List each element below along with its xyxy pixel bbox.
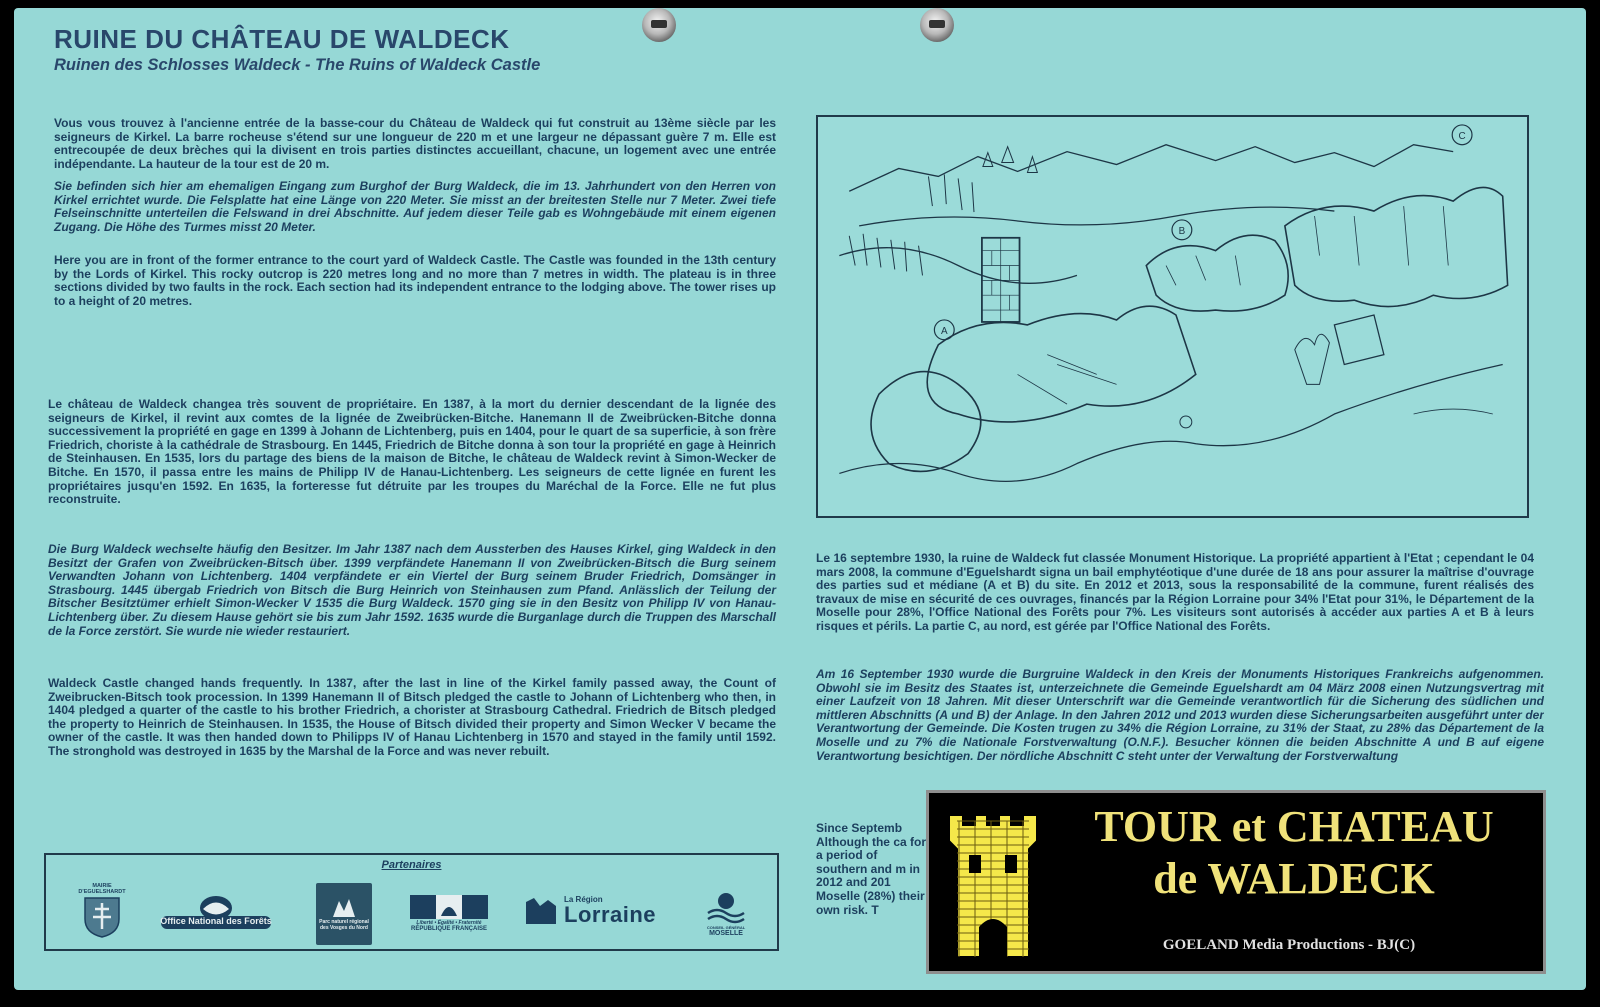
marianne-icon: [409, 894, 489, 920]
credit-text: GOELAND Media Productions - BJ(C): [1162, 937, 1416, 953]
partners-title: Partenaires: [381, 859, 442, 871]
logo-onf: Office National des Forêts: [156, 891, 276, 931]
paragraph-en-monument: Since Septemb Although the ca for a period of southern and m in 2012 and 201 Moselle (28%) their own risk. T: [816, 822, 926, 917]
overlay-title-line-1: TOUR et CHATEAU: [1094, 802, 1494, 851]
paragraph-de-monument: Am 16 September 1930 wurde die Burgruine Waldeck in den Kreis der Monuments Historiques Frankreichs aufgenommen. Obwohl sie im Besitz des Staates ist, unterzeichnete die Gemeinde Eguelshardt am 04 März 2008 einen Nutzungsvertrag mit einer Laufzeit von 18 Jahren. Mit dieser Unterschrift war die Gemeinde verantwortlich für die Sicherung des südlichen und mittleren Abschnitts (A und B) der Anlage. In den Jahren 2012 und 2013 wurden diese Sicherungsarbeiten ausgeführt unter der Verantwortung der Gemeinde. Die Kosten trugen zu 34% die Région Lorraine, zu 31% der Staat, zu 28% das Département de la Moselle und zu 7% die Nationale Forstverwaltung (O.N.F.). Besucher können die beiden Abschnitte A und B auf eigene Verantwortung besichtigen. Der nördliche Abschnitt C steht unter der Verwaltung der Forstverwaltung: [816, 668, 1544, 763]
page-subtitle: Ruinen des Schlosses Waldeck - The Ruins of Waldeck Castle: [54, 56, 541, 74]
partners-box: [44, 853, 779, 951]
tower-icon: [945, 811, 1041, 959]
logo-parc-vosges: Parc naturel régional des Vosges du Nord: [316, 883, 372, 945]
overlay-title-line-2: de WALDECK: [1153, 854, 1435, 903]
sketch-label-a: A: [940, 325, 948, 337]
region-emblem-icon: [524, 896, 558, 926]
tower-shape: [949, 815, 1037, 957]
page-title: RUINE DU CHÂTEAU DE WALDECK: [54, 24, 510, 54]
sketch-label-c: C: [1458, 130, 1466, 142]
logo-region-lorraine: La Région Lorraine: [524, 891, 674, 931]
logo-moselle: CONSEIL GÉNÉRAL MOSELLE: [698, 885, 754, 943]
logo-mairie: MAIRIE D'EGUELSHARDT: [72, 879, 132, 943]
paragraph-fr-monument: Le 16 septembre 1930, la ruine de Waldeck fut classée Monument Historique. La propriété appartient à l'Etat ; cependant le 04 mars 2008, la commune d'Eguelshardt signa un bail emphytéotique d'une durée de 18 ans pour assurer la maîtrise d'ouvrage des parties sud et médiane (A et B) du site. En 2012 et 2013, sous la responsabilité de la commune, furent réalisés des travaux de mise en sécurité de ces ouvrages, financés par la Région Lorraine pour 34% l'Etat pour 31%, le Département de la Moselle pour 28%, l'Office National des Forêts pour 7%. Les visiteurs sont autorisés à accéder aux parties A et B à leurs risques et périls. La partie C, au nord, est gérée par l'Office National des Forêts.: [816, 551, 1534, 633]
paragraph-en-intro: Here you are in front of the former entrance to the court yard of Waldeck Castle. The Castle was founded in the 13th century by the Lords of Kirkel. This rocky outcrop is 220 metres long and no more than 7 metres in width. The plateau is in three sections divided by two faults in the rock. Each section had its independent entrance to the lodging above. The tower rises up to a height of 20 metres.: [54, 253, 776, 308]
screw-bolt: [920, 8, 954, 42]
screw-bolt: [642, 8, 676, 42]
logo-republique: Liberté • Égalité • Fraternité RÉPUBLIQUE FRANÇAISE: [404, 887, 494, 939]
paragraph-en-history: Waldeck Castle changed hands frequently. In 1387, after the last in line of the Kirkel family passed away, the Count of Zweibrucken-Bitsch took procession. In 1399 Hanemann II of Bitsch pledged the castle to Johann of Lichtenberg who then, in 1404 pledged a quarter of the castle to his brother Friedrich, a chorister at Strasbourg Cathedral. Friedrich de Bitsch pledged the property to Heinrich de Steinhausen. In 1535, the House of Bitsch divided their property and Simon Wecker V became the owner of the castle. It was then handed down to Philipps IV of Hanau Lichtenberg in 1570 and stayed in the family until 1592. The stronghold was destroyed in 1635 by the Marshal de la Force and was never rebuilt.: [48, 676, 776, 758]
paragraph-fr-history: Le château de Waldeck changea très souvent de propriétaire. En 1387, à la mort du dernier descendant de la lignée des seigneurs de Kirkel, il revint aux comtes de la lignée de Zweibrücken-Bitche. Hanemann II de Zweibrücken-Bitche donna successivement la propriété en gage en 1399 à Johann de Lichtenberg, puis en 1404, pour le quart de sa superficie, à son frère Friedrich, choriste à la cathédrale de Strasbourg. En 1445, Friedrich de Bitche donna à son tour la propriété en gage à Heinrich de Steinhausen. En 1535, lors du partage des biens de la maison de Bitche, le château de Waldeck revint à Simon-Wecker de Bitche. En 1570, il passa entre les mains de Philipp IV de Hanau-Lichtenberg. Les seigneurs de cette lignée en furent les propriétaires jusqu'en 1592. En 1635, la forteresse fut détruite par les troupes du Maréchal de la Force. Elle ne fut plus reconstruite.: [48, 397, 776, 507]
shield-icon: [82, 895, 122, 939]
moselle-waves-icon: [706, 891, 746, 925]
paragraph-de-intro: Sie befinden sich hier am ehemaligen Eingang zum Burghof der Burg Waldeck, die im 13. Jahrhundert von den Herren von Kirkel errichtet wurde. Die Felsplatte hat eine Länge von 220 Meter. Sie misst an der breitesten Stelle nur 7 Meter. Zwei tiefe Felseinschnitte unterteilen die Felswand in drei Abschnitte. Auf jedem dieser Teile gab es Wohngebäude mit einem eigenen Zugang. Die Höhe des Turmes misst 20 Meter.: [54, 179, 776, 234]
castle-ruins-drawing: [818, 117, 1527, 516]
paragraph-fr-intro: Vous vous trouvez à l'ancienne entrée de la basse-cour du Château de Waldeck qui fut construit au 13ème siècle par les seigneurs de Kirkel. La barre rocheuse s'étend sur une longueur de 220 m et une largeur ne dépassant guère 7 m. Elle est entrecoupée de deux brèches qui la divisent en trois parties distinctes accueillant, chacune, un logement avec une entrée indépendante. La hauteur de la tour est de 20 m.: [54, 116, 776, 171]
castle-sketch: [816, 115, 1529, 518]
sketch-label-b: B: [1178, 225, 1186, 237]
hand-icon: [329, 897, 359, 919]
title-overlay: [926, 790, 1546, 974]
paragraph-de-history: Die Burg Waldeck wechselte häufig den Besitzer. Im Jahr 1387 nach dem Aussterben des Hauses Kirkel, ging Waldeck in den Besitzt der Grafen von Zweibrücken-Bitsch über. 1399 verpfändete Hanemann II von Zweibrücken-Bitsch die Burg seinem Verwandten Johann von Lichtenberg. 1404 verpfändete er ein Viertel der Burg seinem Bruder Friedrich, Domsänger in Strasbourg. 1445 übergab Friedrich von Bitsch die Burg Heinrich von Steinhausen zum Pfand. Anlässlich der Teilung der Bitscher Besitztümer erhielt Simon-Wecker V 1535 die Burg Waldeck. 1570 ging sie in den Besitz von Philipp IV von Hanau-Lichtenberg über. Zu diesem Hause gehört sie bis zum Jahr 1592. 1635 wurde die Burganlage durch die Truppen des Marschall de la Force zerstört. Sie wurde nie wieder restauriert.: [48, 542, 776, 638]
